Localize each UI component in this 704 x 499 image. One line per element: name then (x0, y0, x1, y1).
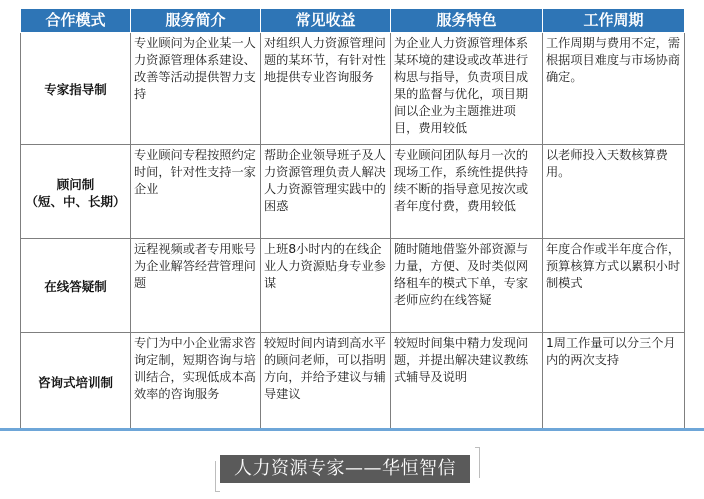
header-benefit: 常见收益 (261, 9, 391, 33)
intro-cell: 专门为中小企业需求咨询定制，短期咨询与培训结合，实现低成本高效率的咨询服务 (131, 333, 261, 431)
header-cycle: 工作周期 (543, 9, 685, 33)
header-mode: 合作模式 (21, 9, 131, 33)
mode-label: 专家指导制 (44, 82, 107, 97)
header-intro: 服务简介 (131, 9, 261, 33)
feature-cell: 专业顾问团队每月一次的现场工作，系统性提供持续不断的指导意见按次或者年度付费，费用较低 (391, 145, 543, 239)
feature-cell: 较短时间集中精力发现问题，并提出解决建议教练式辅导及说明 (391, 333, 543, 431)
cycle-cell: 工作周期与费用不定，需根据项目难度与市场协商确定。 (543, 33, 685, 145)
table-row (21, 239, 685, 333)
intro-cell: 专业顾问为企业某一人力资源管理体系建设、改善等活动提供智力支持 (131, 33, 261, 145)
mode-label: 咨询式培训制 (37, 375, 113, 390)
mode-label: 在线答疑制 (44, 279, 107, 294)
header-feature: 服务特色 (391, 9, 543, 33)
table-header-row (21, 9, 685, 33)
table-row (21, 333, 685, 431)
service-comparison-table (20, 8, 685, 431)
banner-frame-corner (475, 447, 480, 478)
mode-cell (21, 333, 131, 431)
benefit-cell: 较短时间内请到高水平的顾问老师，可以指明方向，并给予建议与辅导建议 (261, 333, 391, 431)
mode-cell (21, 145, 131, 239)
mode-sublabel: （短、中、长期） (25, 193, 126, 209)
cycle-cell: 1周工作量可以分三个月内的两次支持 (543, 333, 685, 431)
mode-label: 顾问制 (56, 176, 95, 192)
cycle-cell: 年度合作或半年度合作，预算核算方式以累积小时制模式 (543, 239, 685, 333)
benefit-cell: 上班8小时内的在线企业人力资源贴身专业参谋 (261, 239, 391, 333)
footer-banner (215, 447, 480, 491)
feature-cell: 随时随地借鉴外部资源与力量，方便、及时类似网络租车的模式下单，专家老师应约在线答疑 (391, 239, 543, 333)
intro-cell: 专业顾问专程按照约定时间，针对性支持一家企业 (131, 145, 261, 239)
cycle-cell: 以老师投入天数核算费用。 (543, 145, 685, 239)
intro-cell: 远程视频或者专用账号为企业解答经营管理问题 (131, 239, 261, 333)
benefit-cell: 帮助企业领导班子及人力资源管理负责人解决人力资源管理实践中的困惑 (261, 145, 391, 239)
banner-text: 人力资源专家——华恒智信 (220, 455, 470, 483)
benefit-cell: 对组织人力资源管理问题的某环节，有针对性地提供专业咨询服务 (261, 33, 391, 145)
feature-cell: 为企业人力资源管理体系某环境的建设或改革进行构思与指导，负责项目成果的监督与优化，项目期间以企业为主题推进项目，费用较低 (391, 33, 543, 145)
table-row (21, 33, 685, 145)
divider-line (0, 428, 704, 431)
table-row (21, 145, 685, 239)
mode-cell (21, 239, 131, 333)
mode-cell (21, 33, 131, 145)
